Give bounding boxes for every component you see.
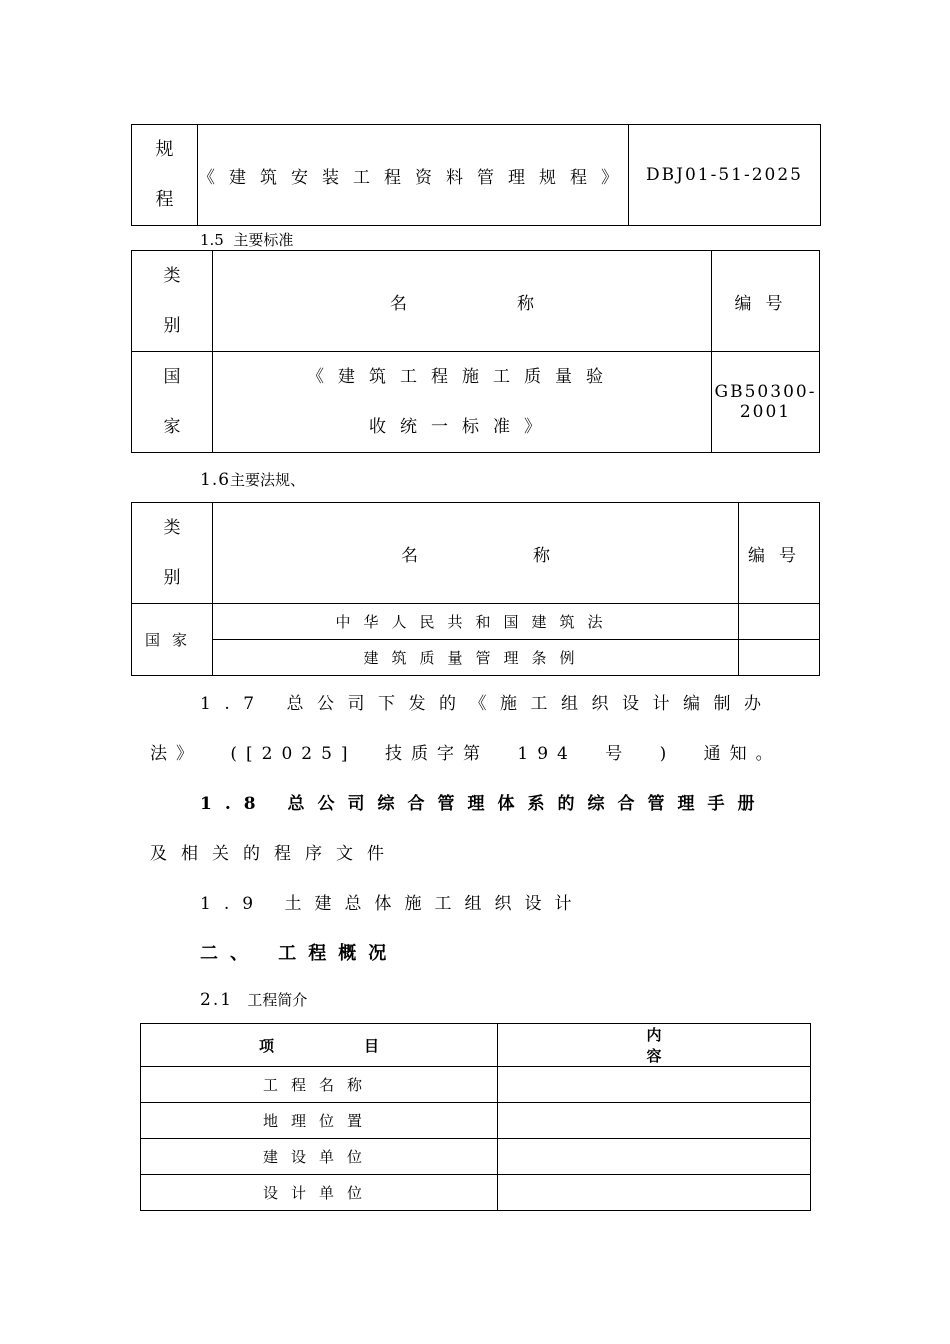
standards-row-code: GB50300-2001 (712, 352, 820, 453)
para-1-7-line2: 法》 ([2025] 技质字第 194 号 ) 通知。 (150, 744, 782, 764)
section-1-5-heading: 1.5 主要标准 (200, 231, 294, 249)
regulation-category: 规程 (132, 125, 198, 226)
standards-table (131, 250, 820, 453)
table-row (132, 640, 820, 676)
table-row (141, 1103, 811, 1139)
section-2-1-heading: 2.1 工程简介 (200, 990, 308, 1010)
overview-item: 建设单位 (141, 1139, 498, 1175)
laws-row-name: 建筑质量管理条例 (213, 640, 739, 676)
laws-row-code (739, 604, 820, 640)
standards-row-name: 《建筑工程施工质量验 收统一标准》 (213, 352, 712, 453)
table-row (132, 352, 820, 453)
para-1-8-line1: 1.8 总公司综合管理体系的综合管理手册 (200, 794, 768, 814)
laws-row-name: 中华人民共和国建筑法 (213, 604, 739, 640)
overview-header-item: 项目 (141, 1024, 498, 1067)
overview-item: 工程名称 (141, 1067, 498, 1103)
overview-item: 设计单位 (141, 1175, 498, 1211)
para-1-9: 1.9 土建总体施工组织设计 (200, 894, 585, 914)
chapter-2-title: 二、 工程概况 (200, 943, 399, 964)
regulation-code: DBJ01-51-2025 (629, 125, 821, 226)
standards-header-code: 编号 (712, 251, 820, 352)
standards-row-category: 国家 (132, 352, 213, 453)
para-1-7-line1: 1.7 总公司下发的《施工组织设计编制办 (200, 694, 775, 714)
table-row (141, 1139, 811, 1175)
para-1-8-line2: 及相关的程序文件 (150, 844, 398, 864)
overview-header-content: 内容 (498, 1024, 811, 1067)
standards-header-name: 名称 (213, 251, 712, 352)
overview-content (498, 1103, 811, 1139)
laws-header-category: 类别 (132, 503, 213, 604)
laws-table (131, 502, 820, 676)
laws-header-code: 编号 (739, 503, 820, 604)
overview-content (498, 1067, 811, 1103)
regulation-name: 《建筑安装工程资料管理规程》 (198, 125, 629, 226)
overview-table (140, 1023, 811, 1211)
table-row (132, 604, 820, 640)
laws-category: 国家 (132, 604, 213, 676)
laws-header-name: 名称 (213, 503, 739, 604)
overview-content (498, 1175, 811, 1211)
overview-item: 地理位置 (141, 1103, 498, 1139)
overview-content (498, 1139, 811, 1175)
section-1-6-heading: 1.6主要法规、 (200, 470, 306, 490)
table-row (141, 1175, 811, 1211)
table-row (141, 1067, 811, 1103)
standards-header-category: 类别 (132, 251, 213, 352)
regulation-table (131, 124, 821, 226)
laws-row-code (739, 640, 820, 676)
